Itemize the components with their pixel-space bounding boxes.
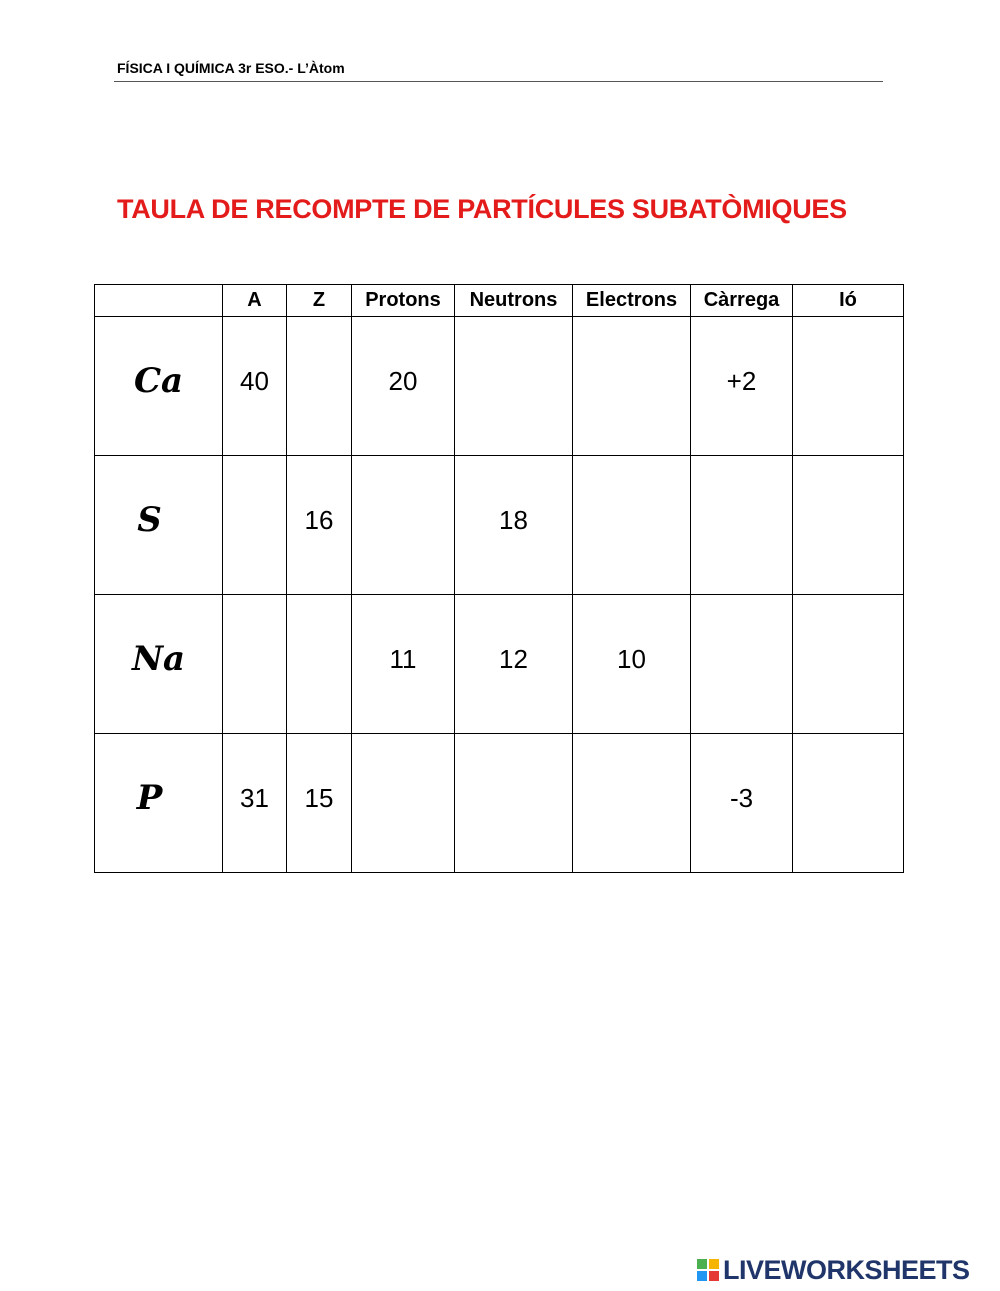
atomic-number-cell[interactable]: 16: [287, 456, 352, 595]
table-row: [95, 456, 904, 595]
electrons-cell[interactable]: [573, 456, 691, 595]
neutrons-cell[interactable]: 12: [455, 595, 573, 734]
element-symbol-cell: Na: [95, 595, 223, 734]
header-cell-ion: Ió: [793, 285, 904, 317]
element-symbol-cell: S: [95, 456, 223, 595]
ion-cell[interactable]: [793, 317, 904, 456]
table-row: [95, 595, 904, 734]
table-row: [95, 734, 904, 873]
header-cell-neutrons: Neutrons: [455, 285, 573, 317]
mass-number-cell[interactable]: 31: [223, 734, 287, 873]
mass-number-cell[interactable]: [223, 456, 287, 595]
header-cell-charge: Càrrega: [691, 285, 793, 317]
header-cell-mass-number: A: [223, 285, 287, 317]
protons-cell[interactable]: [352, 734, 455, 873]
liveworksheets-logo: [697, 1255, 970, 1285]
ion-cell[interactable]: [793, 734, 904, 873]
neutrons-cell[interactable]: [455, 317, 573, 456]
charge-cell[interactable]: +2: [691, 317, 793, 456]
header-cell-element: [95, 285, 223, 317]
mass-number-cell[interactable]: 40: [223, 317, 287, 456]
header-cell-protons: Protons: [352, 285, 455, 317]
electrons-cell[interactable]: [573, 734, 691, 873]
ion-cell[interactable]: [793, 595, 904, 734]
element-symbol-cell: P: [95, 734, 223, 873]
logo-text: LIVEWORKSHEETS: [723, 1254, 970, 1285]
header-cell-electrons: Electrons: [573, 285, 691, 317]
table-header-row: [95, 285, 904, 317]
neutrons-cell[interactable]: 18: [455, 456, 573, 595]
ion-cell[interactable]: [793, 456, 904, 595]
element-symbol-cell: Ca: [95, 317, 223, 456]
header-divider: [114, 81, 883, 82]
protons-cell[interactable]: 11: [352, 595, 455, 734]
table-row: [95, 317, 904, 456]
charge-cell[interactable]: -3: [691, 734, 793, 873]
charge-cell[interactable]: [691, 456, 793, 595]
neutrons-cell[interactable]: [455, 734, 573, 873]
header-cell-atomic-number: Z: [287, 285, 352, 317]
charge-cell[interactable]: [691, 595, 793, 734]
electrons-cell[interactable]: [573, 317, 691, 456]
liveworksheets-logo-icon: [697, 1259, 719, 1281]
particle-count-table: [94, 284, 904, 873]
mass-number-cell[interactable]: [223, 595, 287, 734]
atomic-number-cell[interactable]: [287, 595, 352, 734]
protons-cell[interactable]: [352, 456, 455, 595]
electrons-cell[interactable]: 10: [573, 595, 691, 734]
protons-cell[interactable]: 20: [352, 317, 455, 456]
atomic-number-cell[interactable]: [287, 317, 352, 456]
atomic-number-cell[interactable]: 15: [287, 734, 352, 873]
document-header: FÍSICA I QUÍMICA 3r ESO.- L’Àtom: [117, 60, 345, 76]
worksheet-title: TAULA DE RECOMPTE DE PARTÍCULES SUBATÒMIQUES: [117, 194, 847, 224]
